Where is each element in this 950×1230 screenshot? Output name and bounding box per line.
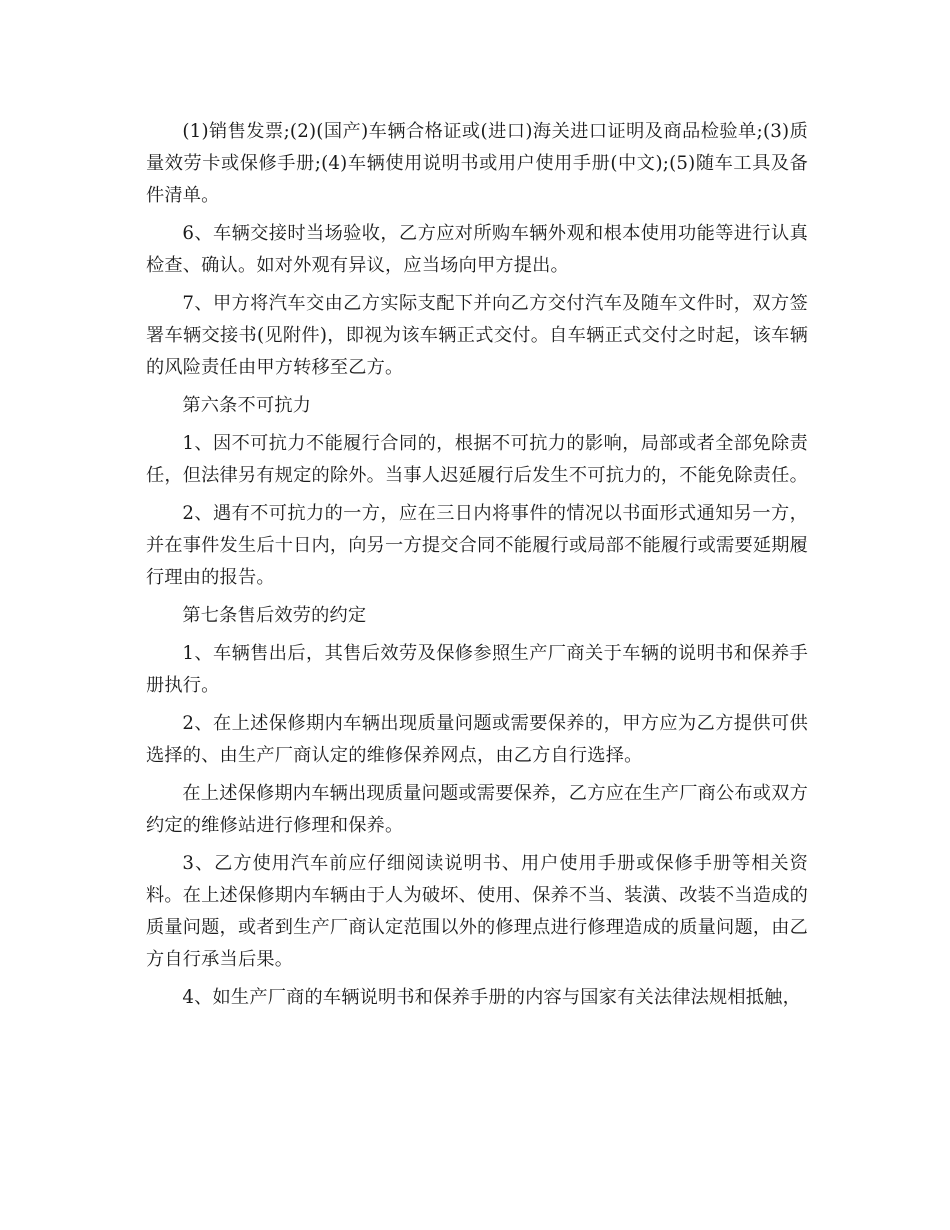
section-heading-force-majeure: 第六条不可抗力 — [182, 395, 312, 416]
section-heading-after-sales: 第七条售后效劳的约定 — [182, 605, 367, 626]
document-body — [146, 116, 808, 1020]
paragraph-after-sales-2: 2、在上述保修期内车辆出现质量问题或需要保养的，甲方应为乙方提供可供选择的、由生产厂商认定的维修保养网点，由乙方自行选择。 — [146, 713, 808, 766]
paragraph-after-sales-1: 1、车辆售出后，其售后效劳及保修参照生产厂商关于车辆的说明书和保养手册执行。 — [146, 643, 808, 696]
paragraph-after-sales-3: 3、乙方使用汽车前应仔细阅读说明书、用户使用手册或保修手册等相关资料。在上述保修期内车辆由于人为破坏、使用、保养不当、装潢、改装不当造成的质量问题，或者到生产厂商认定范围以外的修理点进行修理造成的质量问题，由乙方自行承当后果。 — [146, 853, 808, 970]
paragraph-documents-list: (1)销售发票;(2)(国产)车辆合格证或(进口)海关进口证明及商品检验单;(3)质量效劳卡或保修手册;(4)车辆使用说明书或用户使用手册(中文);(5)随车工具及备件清单。 — [146, 121, 808, 206]
paragraph-force-majeure-1: 1、因不可抗力不能履行合同的，根据不可抗力的影响，局部或者全部免除责任，但法律另有规定的除外。当事人迟延履行后发生不可抗力的，不能免除责任。 — [146, 433, 808, 486]
paragraph-clause-6: 6、车辆交接时当场验收，乙方应对所购车辆外观和根本使用功能等进行认真检查、确认。如对外观有异议，应当场向甲方提出。 — [146, 223, 808, 276]
paragraph-force-majeure-2: 2、遇有不可抗力的一方，应在三日内将事件的情况以书面形式通知另一方，并在事件发生后十日内，向另一方提交合同不能履行或局部不能履行或需要延期履行理由的报告。 — [146, 503, 808, 588]
paragraph-after-sales-4: 4、如生产厂商的车辆说明书和保养手册的内容与国家有关法律法规相抵触， — [182, 987, 801, 1008]
paragraph-after-sales-2-cont: 在上述保修期内车辆出现质量问题或需要保养，乙方应在生产厂商公布或双方约定的维修站进行修理和保养。 — [146, 783, 808, 836]
paragraph-clause-7: 7、甲方将汽车交由乙方实际支配下并向乙方交付汽车及随车文件时，双方签署车辆交接书(见附件)，即视为该车辆正式交付。自车辆正式交付之时起，该车辆的风险责任由甲方转移至乙方。 — [146, 293, 808, 378]
